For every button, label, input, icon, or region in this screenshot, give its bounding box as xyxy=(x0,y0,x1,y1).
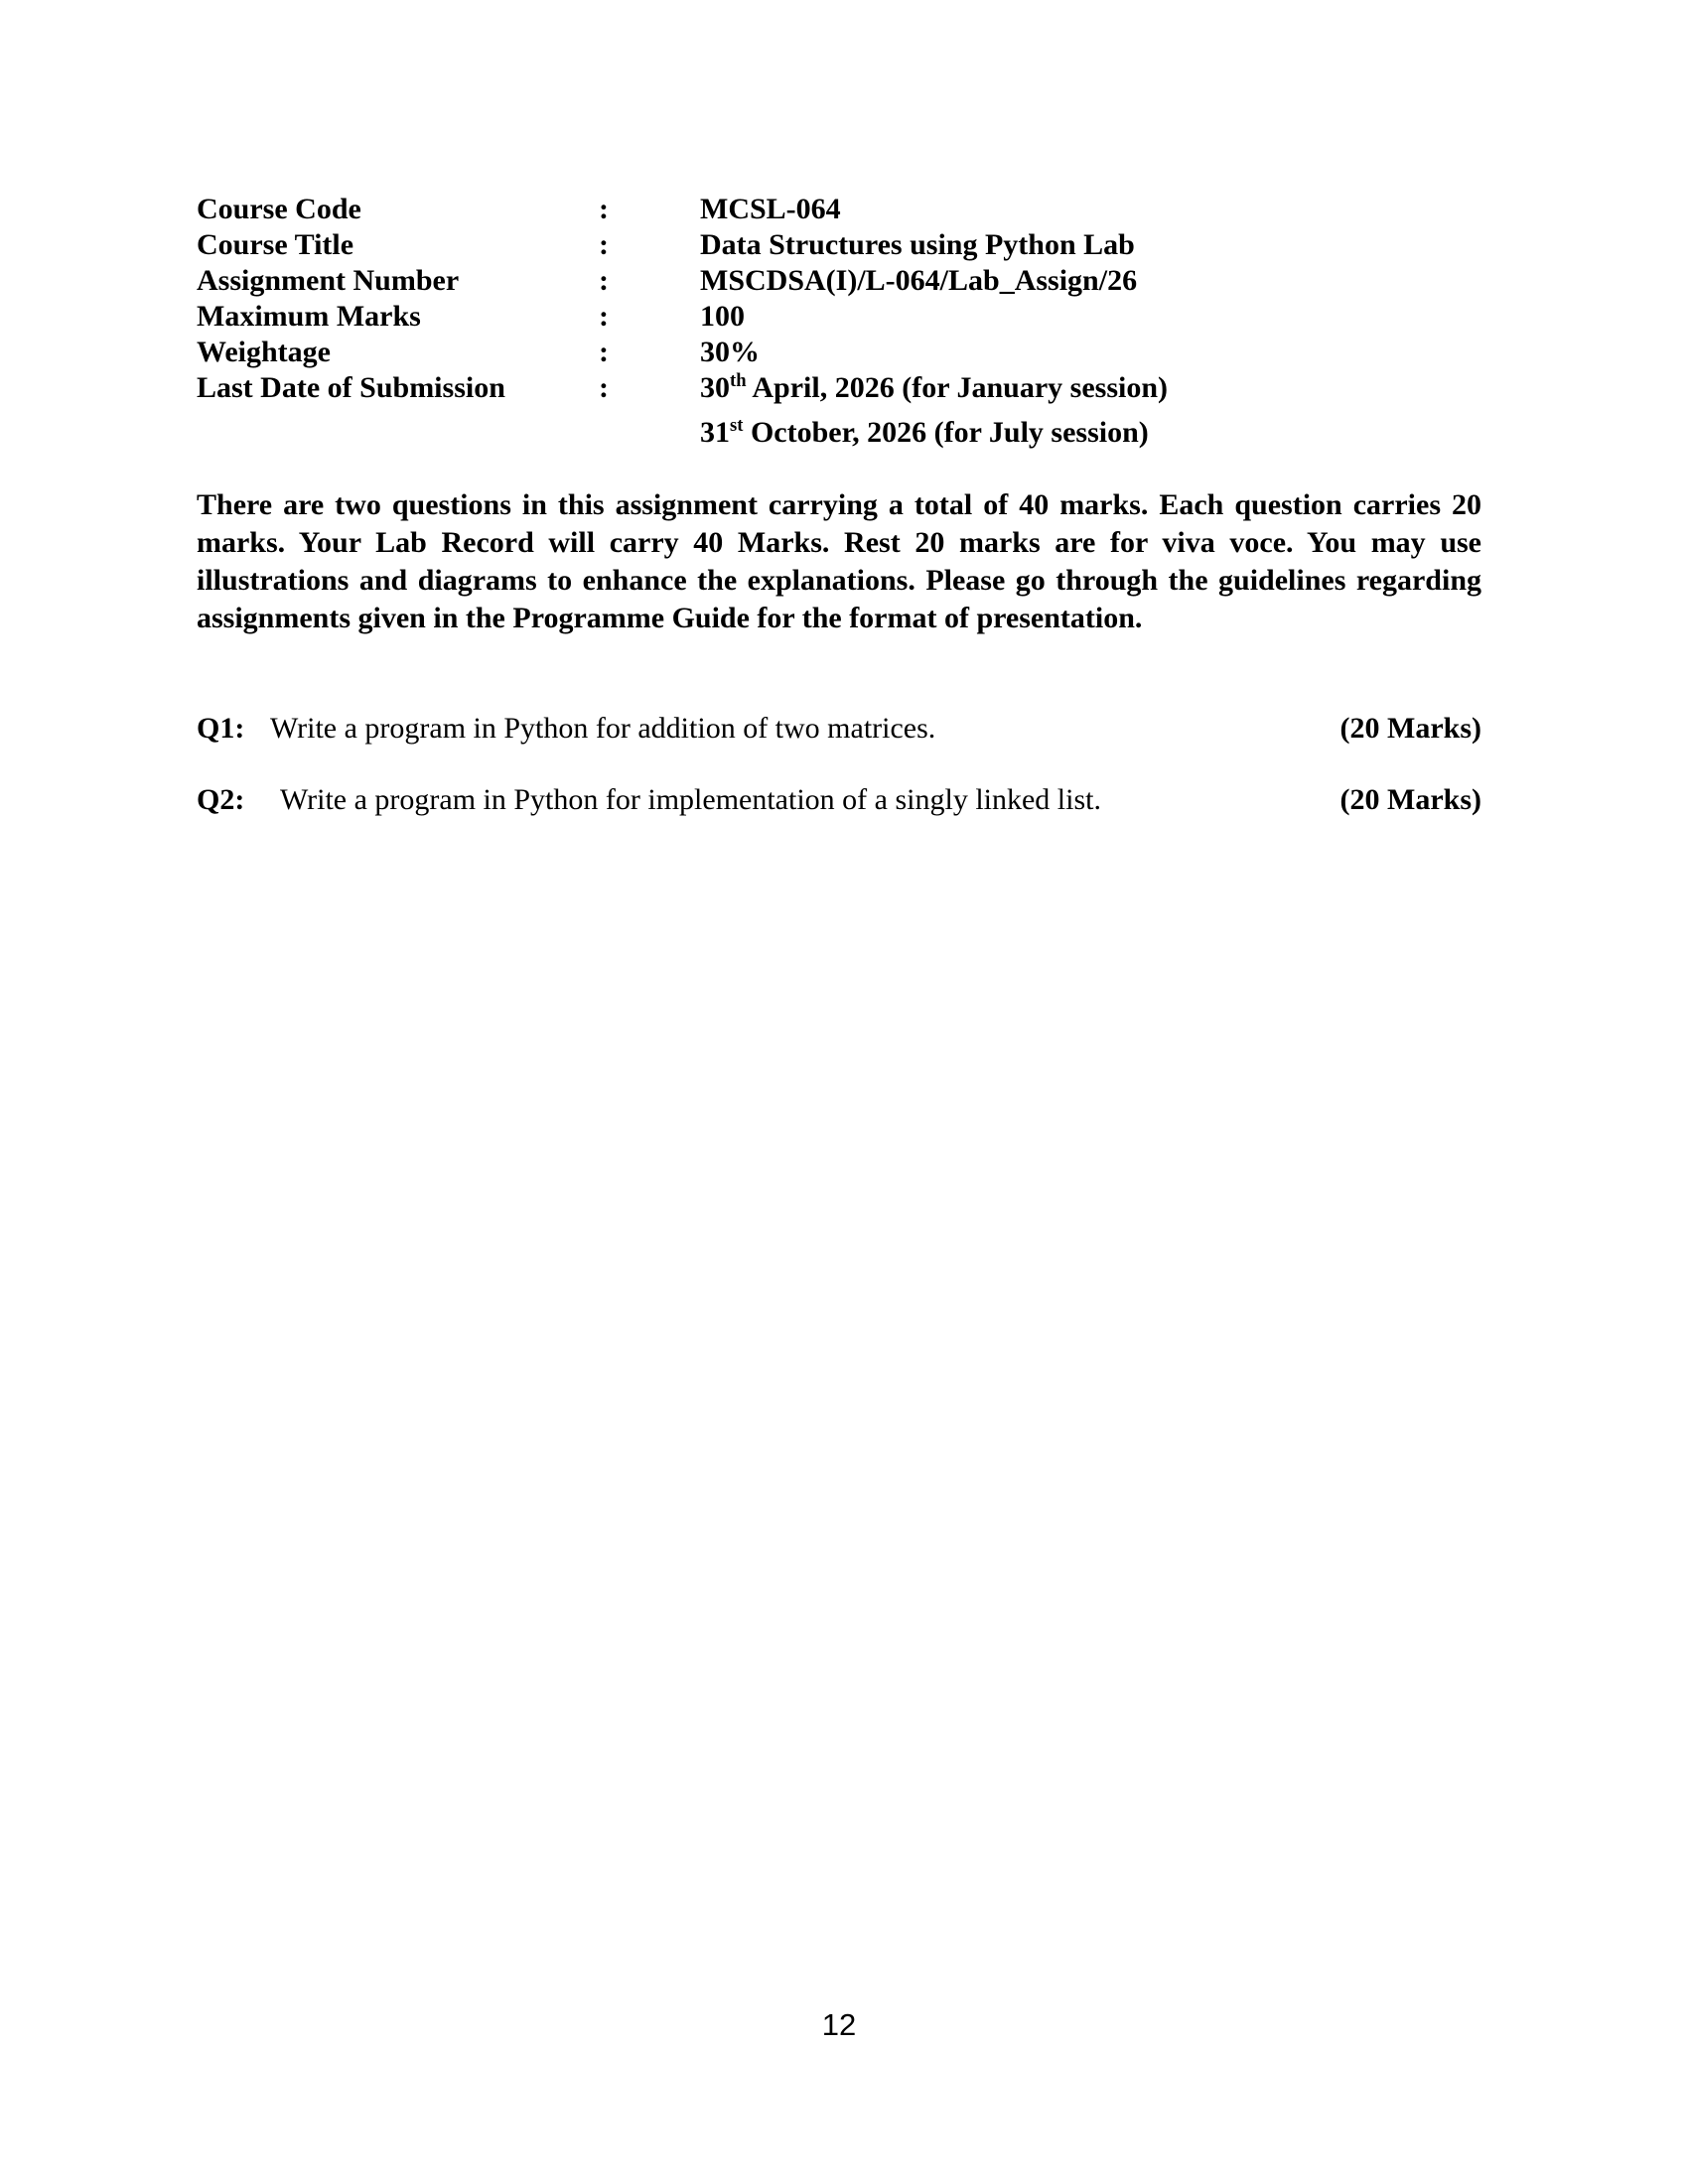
maximum-marks-value: 100 xyxy=(700,300,745,333)
weightage-row xyxy=(197,335,1481,370)
question-1-text: Write a program in Python for addition of two matrices. xyxy=(270,712,936,745)
spacer xyxy=(254,711,270,747)
january-session-date xyxy=(700,371,1168,404)
question-1-number: Q1: xyxy=(197,712,245,745)
course-code-label: Course Code xyxy=(197,193,361,225)
colon-separator: : xyxy=(599,300,609,333)
date-day: 30 xyxy=(700,371,730,404)
page-number: 12 xyxy=(821,2007,857,2042)
course-code-value: MCSL-064 xyxy=(700,193,841,225)
colon-separator: : xyxy=(599,228,609,261)
question-2-marks: (20 Marks) xyxy=(1339,783,1481,816)
last-date-of-submission-row xyxy=(197,370,1481,451)
spacer xyxy=(254,782,280,818)
assignment-number-value: MSCDSA(I)/L-064/Lab_Assign/26 xyxy=(700,264,1138,297)
july-session-date xyxy=(700,415,1481,451)
course-title-label: Course Title xyxy=(197,228,354,261)
colon-separator: : xyxy=(599,193,609,225)
weightage-value: 30% xyxy=(700,336,760,368)
question-2-text: Write a program in Python for implementation of a singly linked list. xyxy=(280,783,1101,816)
question-1-marks: (20 Marks) xyxy=(1339,712,1481,745)
question-2-number: Q2: xyxy=(197,783,245,816)
date-rest: April, 2026 (for January session) xyxy=(746,371,1169,404)
weightage-label: Weightage xyxy=(197,336,331,368)
colon-separator: : xyxy=(599,371,609,404)
questions-list xyxy=(197,711,1481,818)
last-date-label: Last Date of Submission xyxy=(197,371,505,404)
colon-separator: : xyxy=(599,264,609,297)
date-day: 31 xyxy=(700,416,730,449)
maximum-marks-row xyxy=(197,299,1481,335)
course-info-block xyxy=(197,192,1481,451)
question-1-row xyxy=(197,711,1481,747)
colon-separator: : xyxy=(599,336,609,368)
maximum-marks-label: Maximum Marks xyxy=(197,300,421,333)
assignment-instructions-paragraph: There are two questions in this assignment carrying a total of 40 marks. Each question carries 20 marks. Your Lab Record will carry 40 Marks. Rest 20 marks are for viva voce. You may use illustrations and diagrams to enhance the explanations. Please go through the guidelines regarding assignments given in the Programme Guide for the format of presentation. xyxy=(197,488,1481,634)
document-content xyxy=(197,192,1481,854)
course-title-row xyxy=(197,227,1481,263)
page-footer xyxy=(197,2007,1481,2043)
assignment-number-label: Assignment Number xyxy=(197,264,460,297)
date-rest: October, 2026 (for July session) xyxy=(743,416,1149,449)
course-code-row xyxy=(197,192,1481,227)
course-title-value: Data Structures using Python Lab xyxy=(700,228,1135,261)
question-2-row xyxy=(197,782,1481,818)
submission-dates xyxy=(700,370,1481,451)
assignment-number-row xyxy=(197,263,1481,299)
date-ordinal: st xyxy=(730,415,744,436)
date-ordinal: th xyxy=(730,370,747,391)
